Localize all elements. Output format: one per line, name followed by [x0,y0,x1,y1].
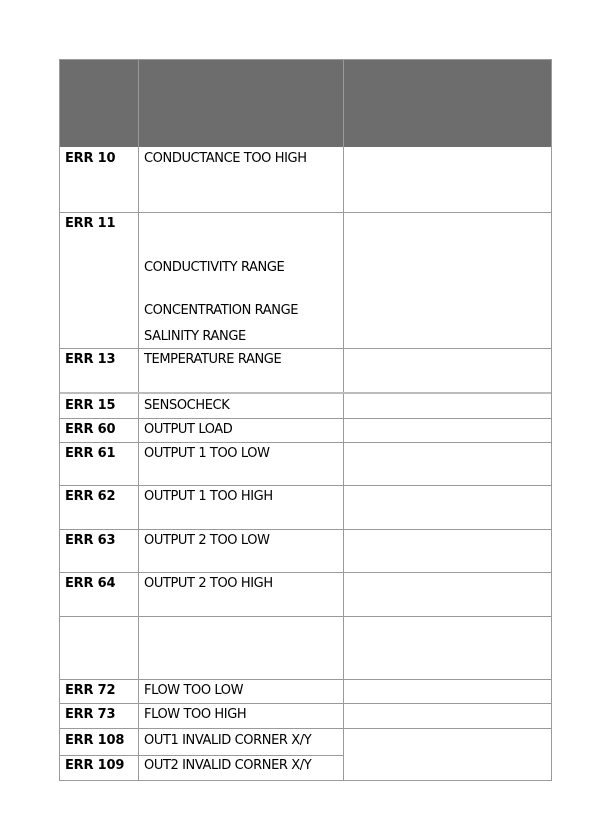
error-description: OUT1 INVALID CORNER X/Y [144,733,312,748]
error-description: TEMPERATURE RANGE [144,352,282,367]
error-code: ERR 63 [65,533,116,548]
error-description: FLOW TOO HIGH [144,707,247,722]
row-separator [59,392,552,394]
row-separator [59,529,552,530]
error-description: CONCENTRATION RANGE [144,303,299,318]
table-header [59,59,552,147]
error-code: ERR 10 [65,151,116,166]
row-separator [59,616,552,617]
row-separator [59,572,552,573]
error-description: FLOW TOO LOW [144,683,244,698]
error-description: SALINITY RANGE [144,329,246,344]
error-code: ERR 72 [65,683,116,698]
error-code: ERR 108 [65,733,125,748]
error-description: OUTPUT LOAD [144,422,233,437]
error-code: ERR 73 [65,707,116,722]
error-code: ERR 64 [65,576,116,591]
error-code: ERR 62 [65,489,116,504]
row-separator [59,728,552,729]
row-separator [59,418,552,419]
error-description: OUT2 INVALID CORNER X/Y [144,758,312,773]
error-description: OUTPUT 1 TOO LOW [144,446,270,461]
error-code: ERR 11 [65,216,116,231]
row-separator [59,703,552,704]
error-code: ERR 60 [65,422,116,437]
error-code: ERR 15 [65,398,116,413]
row-separator [59,348,552,349]
error-description: CONDUCTANCE TOO HIGH [144,151,307,166]
error-description: OUTPUT 1 TOO HIGH [144,489,273,504]
table-border [59,59,552,781]
error-description: OUTPUT 2 TOO HIGH [144,576,273,591]
row-separator [59,212,552,213]
error-description: SENSOCHECK [144,398,230,413]
row-separator [59,485,552,486]
row-separator [59,679,552,680]
error-description: CONDUCTIVITY RANGE [144,260,285,275]
error-description: OUTPUT 2 TOO LOW [144,533,270,548]
error-code: ERR 61 [65,446,116,461]
error-code: ERR 13 [65,352,116,367]
error-code: ERR 109 [65,758,125,773]
column-separator [343,59,344,781]
row-separator [59,442,552,443]
error-code-table [59,59,552,781]
row-separator [59,755,343,756]
column-separator [138,59,139,781]
